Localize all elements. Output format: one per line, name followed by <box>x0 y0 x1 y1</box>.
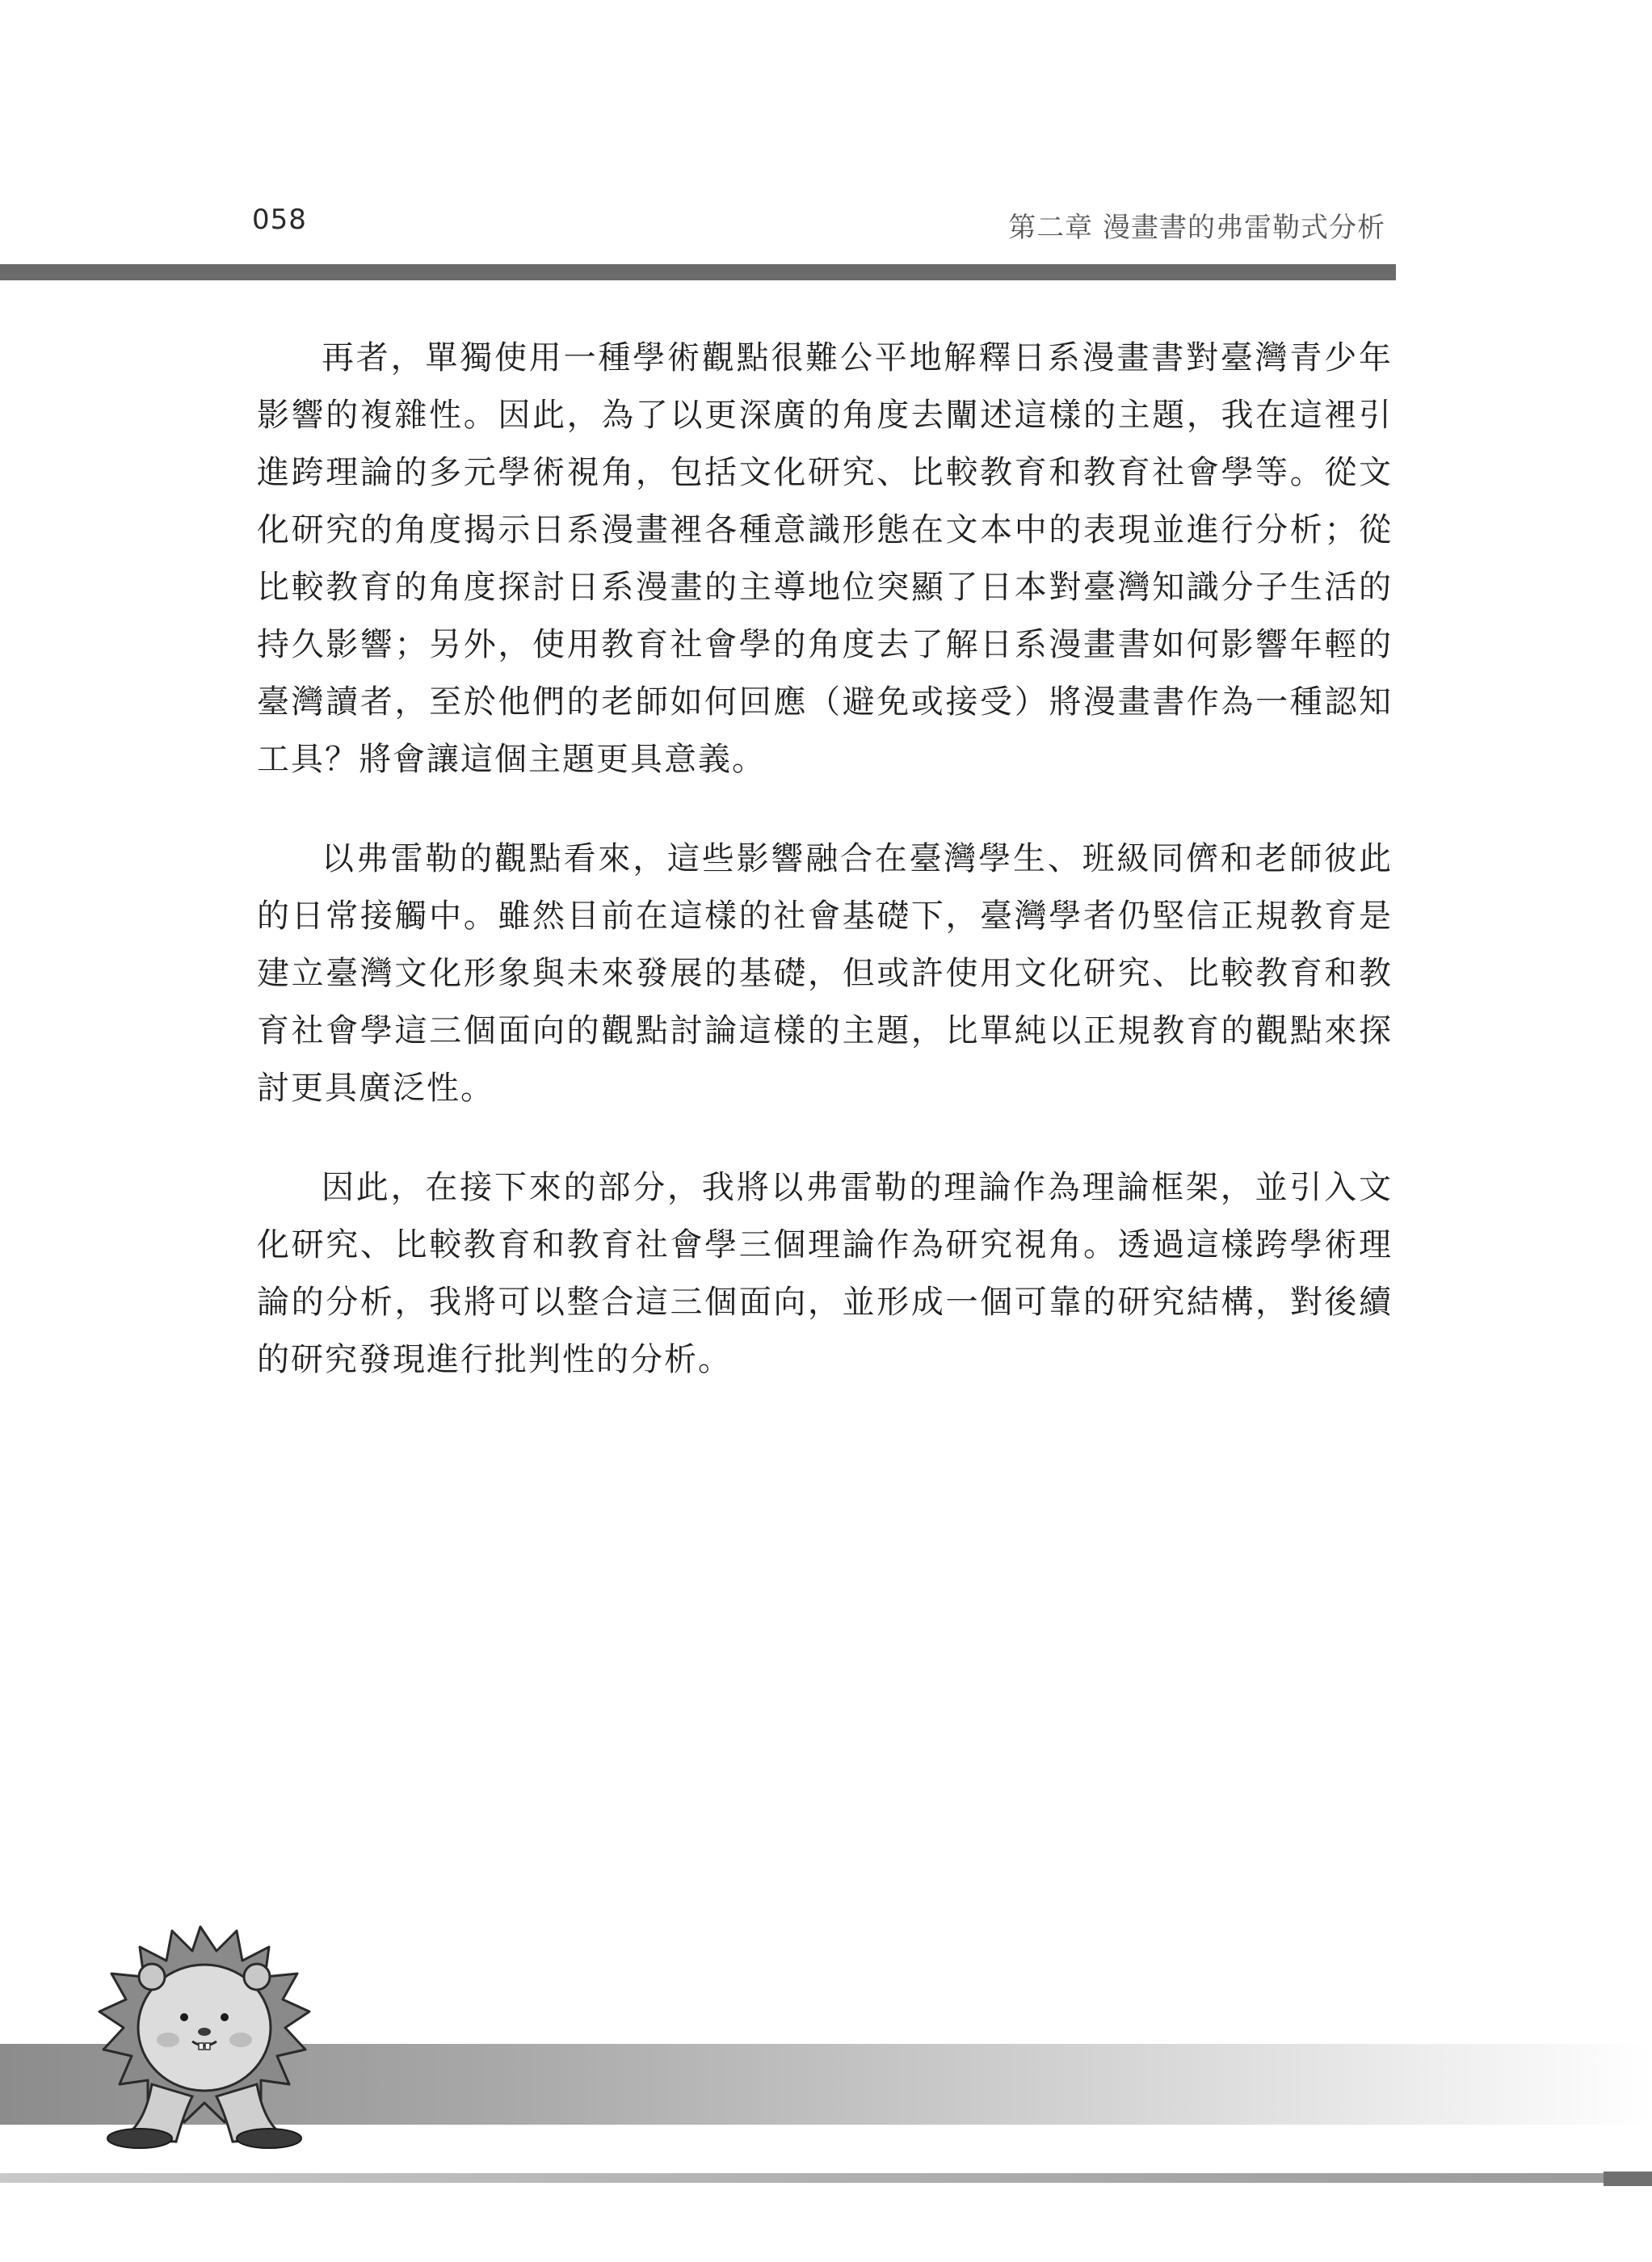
running-head: 第二章 漫畫書的弗雷勒式分析 <box>1008 212 1385 244</box>
page-number: 058 <box>252 204 307 236</box>
header-rule <box>0 264 1396 280</box>
footer-rule <box>0 2173 1652 2183</box>
paragraph-1: 再者，單獨使用一種學術觀點很難公平地解釋日系漫畫書對臺灣青少年影響的複雜性。因此，為了以更深廣的角度去闡述這樣的主題，我在這裡引進跨理論的多元學術視角，包括文化研究、比較教育和教育社會學等。從文化研究的角度揭示日系漫畫裡各種意識形態在文本中的表現並進行分析；從比較教育的角度探討日系漫畫的主導地位突顯了日本對臺灣知識分子生活的持久影響；另外，使用教育社會學的角度去了解日系漫畫書如何影響年輕的臺灣讀者，至於他們的老師如何回應（避免或接受）將漫畫書作為一種認知工具？將會讓這個主題更具意義。 <box>257 339 1393 778</box>
paragraph-2: 以弗雷勒的觀點看來，這些影響融合在臺灣學生、班級同儕和老師彼此的日常接觸中。雖然目前在這樣的社會基礎下，臺灣學者仍堅信正規教育是建立臺灣文化形象與未來發展的基礎，但或許使用文化研究、比較教育和教育社會學這三個面向的觀點討論這樣的主題，比單純以正規教育的觀點來探討更具廣泛性。 <box>257 840 1393 1107</box>
paragraph-3: 因此，在接下來的部分，我將以弗雷勒的理論作為理論框架，並引入文化研究、比較教育和教育社會學三個理論作為研究視角。透過這樣跨學術理論的分析，我將可以整合這三個面向，並形成一個可靠的研究結構，對後續的研究發現進行批判性的分析。 <box>257 1169 1393 1378</box>
footer-rule-end <box>1604 2172 1652 2186</box>
body-text <box>257 330 1393 1431</box>
lion-cartoon-icon <box>63 1911 338 2153</box>
